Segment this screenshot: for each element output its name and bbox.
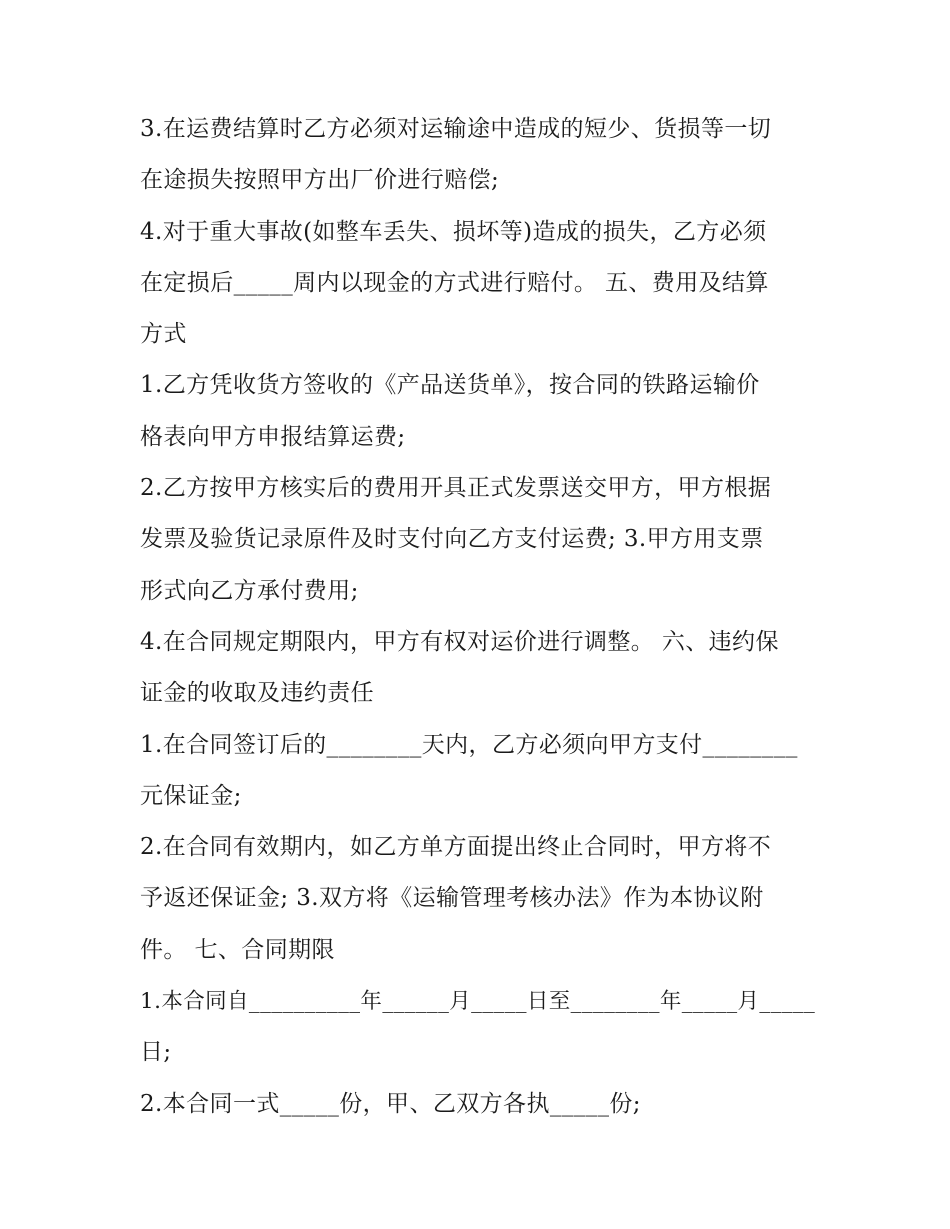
text-line: 2.乙方按甲方核实后的费用开具正式发票送交甲方，甲方根据 — [140, 475, 772, 502]
text-line: 1.本合同自__________年______月_____日至________年_____月_____ — [140, 989, 816, 1015]
text-line: 在途损失按照甲方出厂价进行赔偿; — [140, 167, 500, 194]
text-line: 证金的收取及违约责任 — [140, 680, 374, 707]
text-line: 发票及验货记录原件及时支付向乙方支付运费; 3.甲方用支票 — [140, 526, 764, 553]
text-line: 日; — [140, 1039, 172, 1066]
text-line: 1.在合同签订后的________天内，乙方必须向甲方支付________ — [140, 731, 798, 758]
text-line: 3.在运费结算时乙方必须对运输途中造成的短少、货损等一切 — [140, 116, 772, 142]
text-line: 2.在合同有效期内，如乙方单方面提出终止合同时，甲方将不 — [140, 834, 772, 861]
contract-text — [140, 104, 820, 1130]
text-line: 在定损后_____周内以现金的方式进行赔付。 五、费用及结算 — [140, 269, 769, 296]
text-line: 2.本合同一式_____份，甲、乙双方各执_____份; — [140, 1090, 641, 1117]
text-line: 1.乙方凭收货方签收的《产品送货单》，按合同的铁路运输价 — [140, 372, 760, 399]
text-line: 形式向乙方承付费用; — [140, 577, 359, 604]
text-line: 4.对于重大事故(如整车丢失、损坏等)造成的损失，乙方必须 — [140, 218, 767, 245]
text-line: 元保证金; — [140, 782, 242, 809]
text-line: 件。 七、合同期限 — [140, 936, 335, 963]
text-line: 4.在合同规定期限内，甲方有权对运价进行调整。 六、违约保 — [140, 628, 779, 655]
text-line: 方式 — [140, 321, 187, 348]
text-line: 予返还保证金; 3.双方将《运输管理考核办法》作为本协议附 — [140, 885, 764, 912]
text-line: 格表向甲方申报结算运费; — [140, 423, 406, 450]
